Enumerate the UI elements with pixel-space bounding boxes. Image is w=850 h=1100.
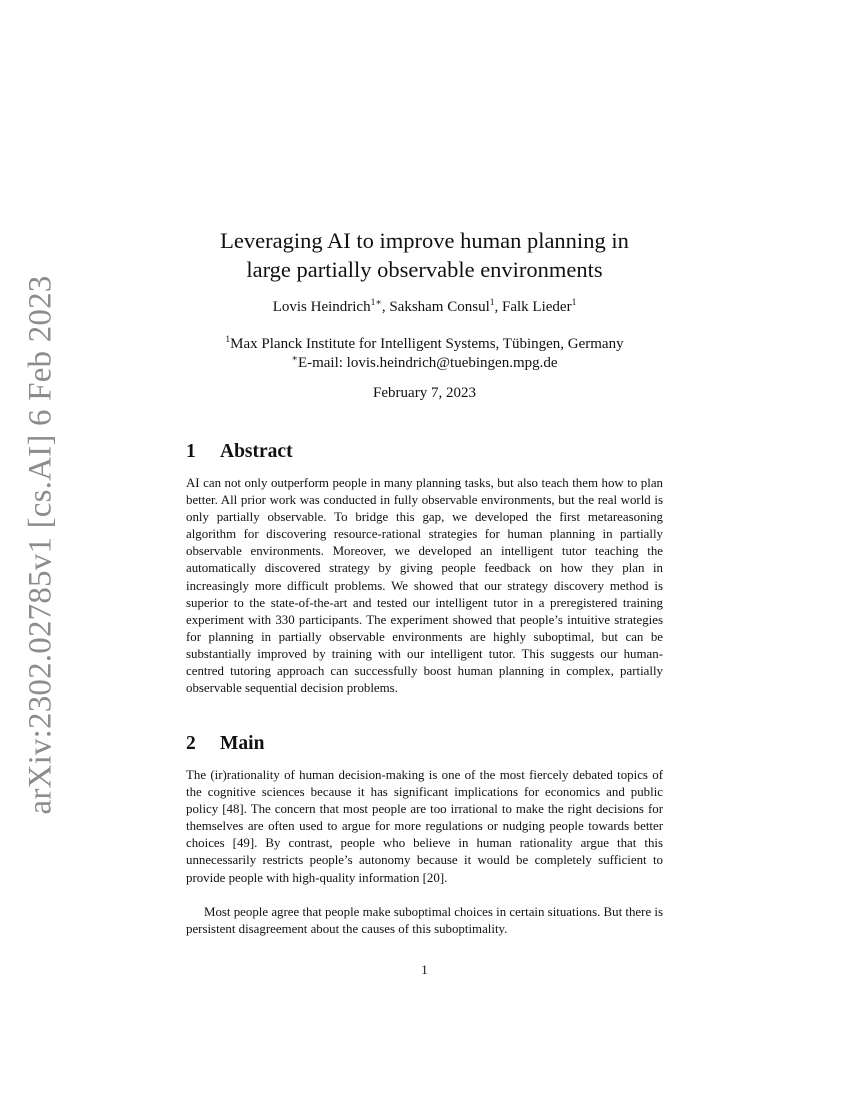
affiliation-text: Max Planck Institute for Intelligent Systems, Tübingen, Germany (230, 336, 624, 352)
affiliation-block (186, 335, 663, 373)
section-number: 1 (186, 441, 196, 462)
email-text: E-mail: lovis.heindrich@tuebingen.mpg.de (297, 355, 558, 371)
author-separator: , (494, 299, 502, 315)
section-heading-main (186, 733, 264, 755)
author-affiliation-mark: 1∗ (370, 298, 382, 308)
affiliation-line (186, 335, 663, 354)
author-name: Saksham Consul (389, 299, 490, 315)
author-list (186, 299, 663, 316)
author-separator: , (381, 299, 390, 315)
title-line-1: Leveraging AI to improve human planning in (220, 228, 629, 253)
section-number: 2 (186, 733, 196, 754)
section-title: Main (220, 733, 265, 754)
paper-date: February 7, 2023 (373, 385, 476, 401)
section-heading-abstract (186, 441, 293, 463)
paper-title (186, 226, 663, 284)
body-paragraph: The (ir)rationality of human decision-making is one of the most fiercely debated topics of the cognitive sciences because it has significant implications for economics and public policy [48]. The concern that most people are too irrational to make the right decisions for themselves are often used to argue for more regulations or nudging people towards better choices [49]. By contrast, people who believe in human rationality argue that this unnecessarily restricts people’s autonomy because it would be completely sufficient to provide people with high-quality information [20]. (186, 768, 663, 885)
title-line-2: large partially observable environments (246, 257, 603, 282)
email-mark: ∗ (291, 354, 298, 364)
author-affiliation-mark: 1 (571, 298, 577, 308)
section-title: Abstract (220, 441, 293, 462)
author-name: Falk Lieder (502, 299, 572, 315)
arxiv-identifier: arXiv:2302.02785v1 [cs.AI] 6 Feb 2023 (22, 275, 59, 815)
author-name: Lovis Heindrich (272, 299, 371, 315)
affiliation-mark: 1 (225, 335, 231, 345)
email-line (186, 354, 663, 373)
page-number: 1 (421, 962, 428, 977)
body-paragraph: Most people agree that people make suboptimal choices in certain situations. But there is persistent disagreement about the causes of this suboptimality. (186, 905, 663, 937)
abstract-paragraph: AI can not only outperform people in many planning tasks, but also teach them how to plan better. All prior work was conducted in fully observable environments, but the real world is only partially observable. To bridge this gap, we developed the first metareasoning algorithm for discovering resource-rational strategies for human planning in partially observable environments. Moreover, we developed an intelligent tutor teaching the automatically discovered strategy by giving people feedback on how they plan in increasingly more difficult problems. We showed that our strategy discovery method is superior to the state-of-the-art and tested our intelligent tutor in a preregistered training experiment with 330 participants. The experiment showed that people’s intuitive strategies for planning in partially observable environments are highly suboptimal, but can be substantially improved by training with our intelligent tutor. This suggests our human-centred tutoring approach can successfully boost human planning in complex, partially observable sequential decision problems. (186, 476, 663, 696)
author-affiliation-mark: 1 (489, 298, 495, 308)
